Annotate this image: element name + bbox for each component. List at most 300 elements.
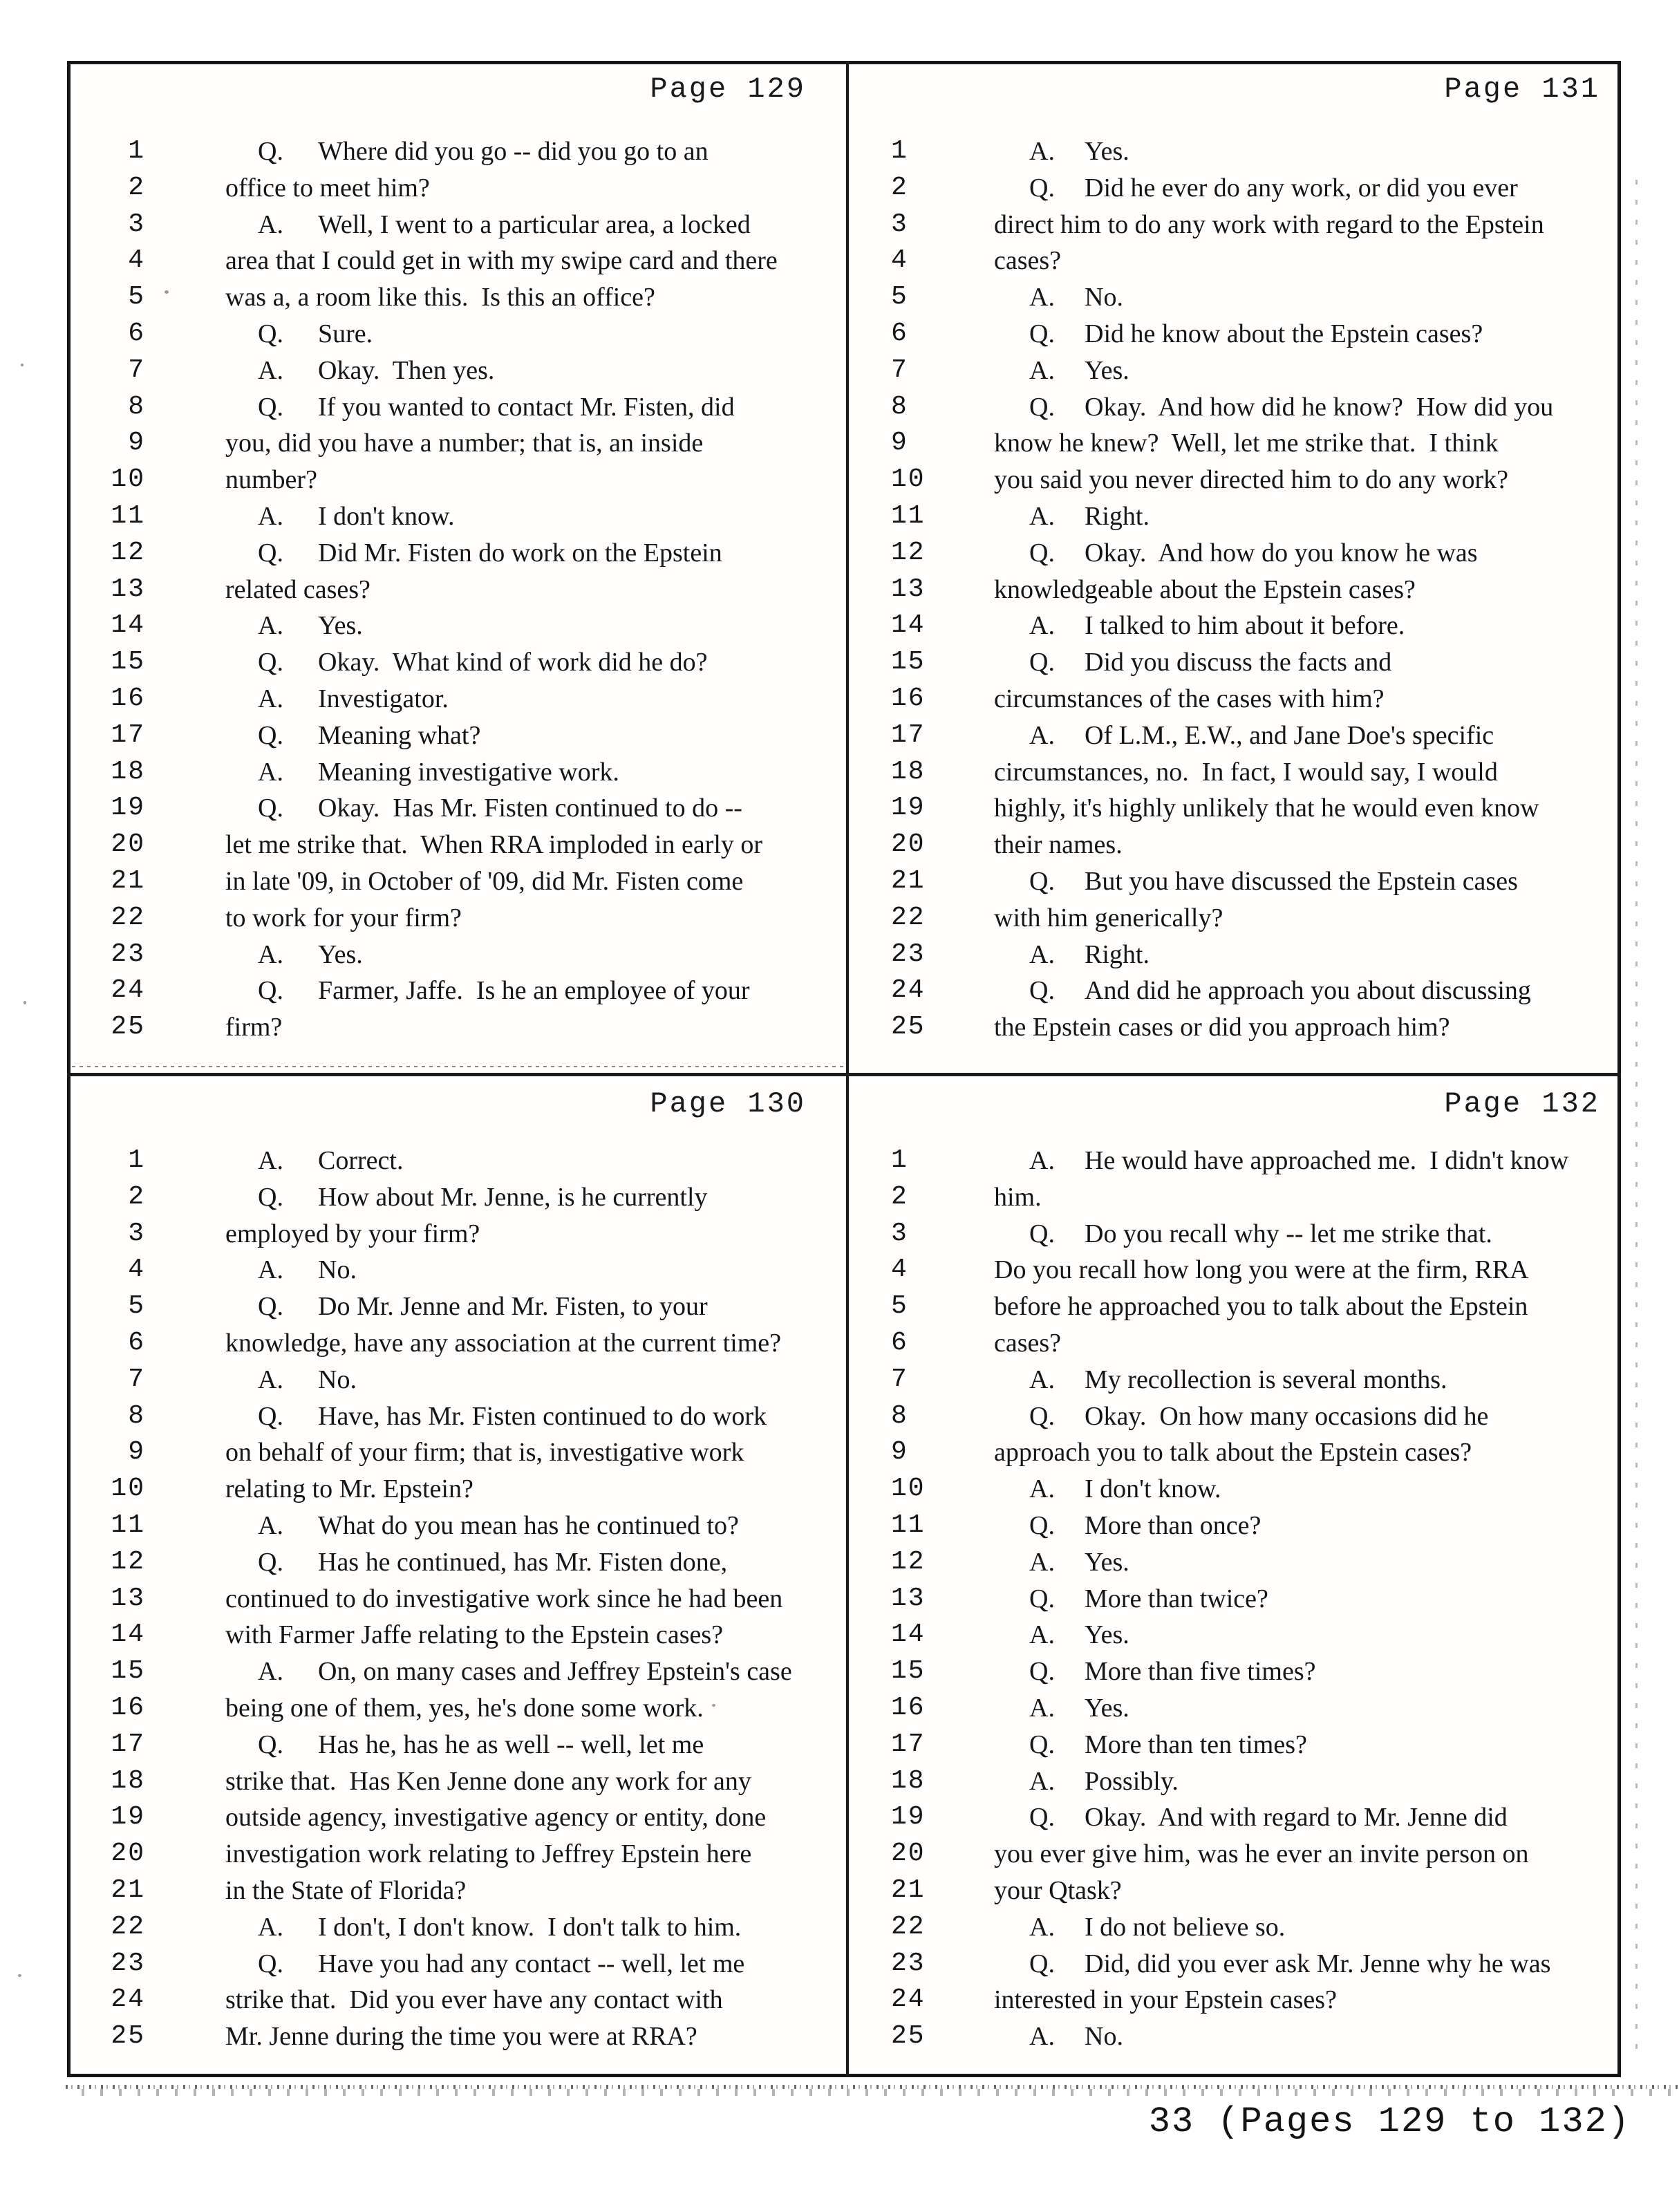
speaker-marker: A.: [258, 1146, 283, 1175]
line-text: your Qtask?: [994, 1875, 1122, 1905]
speaker-marker: Q.: [1029, 866, 1055, 896]
line-text: before he approached you to talk about the Epstein: [994, 1292, 1528, 1322]
speaker-marker: Q.: [1029, 976, 1055, 1006]
line-content: [258, 389, 735, 426]
line-text: cases?: [994, 1328, 1062, 1358]
line-text: But you have discussed the Epstein cases: [1085, 866, 1518, 896]
speaker-marker: A.: [258, 939, 283, 969]
line-text: Have you had any contact -- well, let me: [318, 1949, 745, 1978]
line-text: Do Mr. Jenne and Mr. Fisten, to your: [318, 1292, 708, 1322]
transcript-line: [859, 681, 1620, 718]
transcript-line: [71, 1946, 846, 1983]
line-number: 23: [111, 1948, 145, 1978]
speaker-marker: A.: [258, 355, 283, 385]
speaker-marker: A.: [1029, 939, 1055, 969]
line-content: [258, 353, 494, 389]
line-content: [994, 1325, 1061, 1362]
transcript-line: [859, 1143, 1620, 1179]
transcript-line: [859, 462, 1620, 498]
speaker-marker: A.: [258, 684, 283, 713]
line-text: I don't know.: [318, 501, 455, 531]
line-text: Right.: [1085, 501, 1150, 531]
line-number: 14: [891, 610, 926, 641]
line-content: [258, 608, 363, 644]
line-text: on behalf of your firm; that is, investigative work: [225, 1438, 744, 1468]
transcript-line: [859, 1763, 1620, 1800]
transcript-line: [859, 1873, 1620, 1909]
line-text: Do you recall how long you were at the firm, RRA: [994, 1255, 1529, 1285]
transcript-line: [71, 681, 846, 718]
line-content: [225, 1471, 473, 1508]
speaker-marker: A.: [1029, 1766, 1055, 1796]
speaker-marker: Q.: [1029, 392, 1055, 422]
row-divider-line: [67, 1073, 1621, 1076]
line-number: 15: [111, 647, 145, 677]
line-number: 8: [128, 391, 145, 422]
transcript-line: [859, 1909, 1620, 1946]
line-number: 10: [111, 465, 145, 495]
line-text: Investigator.: [318, 684, 449, 713]
line-text: I don't, I don't know. I don't talk to him.: [318, 1912, 742, 1942]
transcript-line: [859, 1581, 1620, 1618]
line-content: [1029, 316, 1483, 353]
line-number: 3: [128, 1218, 145, 1248]
line-content: [258, 681, 449, 718]
transcript-line: [859, 644, 1620, 681]
transcript-line: [71, 1982, 846, 2018]
transcript-lines: [71, 133, 846, 1046]
line-number: 3: [891, 209, 908, 239]
line-text: I do not believe so.: [1085, 1912, 1286, 1942]
speaker-marker: A.: [1029, 355, 1055, 385]
transcript-line: [859, 1799, 1620, 1836]
line-content: [994, 1873, 1122, 1909]
line-text: Okay. On how many occasions did he: [1085, 1401, 1489, 1431]
line-text: Did he ever do any work, or did you ever: [1085, 173, 1518, 203]
transcript-line: [71, 973, 846, 1009]
transcript-line: [859, 1288, 1620, 1325]
line-text: My recollection is several months.: [1085, 1365, 1447, 1394]
transcript-line: [859, 1617, 1620, 1653]
line-number: 25: [891, 1012, 926, 1042]
speaker-marker: A.: [258, 501, 283, 531]
line-content: [994, 1836, 1529, 1873]
line-text: Do you recall why -- let me strike that.: [1085, 1219, 1492, 1248]
line-content: [1029, 1909, 1285, 1946]
line-content: [258, 644, 708, 681]
line-content: [258, 1544, 727, 1581]
line-content: [1029, 937, 1150, 973]
line-content: [225, 1763, 751, 1800]
line-text: you ever give him, was he ever an invite person on: [994, 1839, 1529, 1869]
line-number: 13: [111, 1583, 145, 1613]
speaker-marker: A.: [1029, 1547, 1055, 1577]
line-text: He would have approached me. I didn't know: [1085, 1146, 1569, 1175]
line-text: Okay. And with regard to Mr. Jenne did: [1085, 1803, 1508, 1833]
line-content: [994, 827, 1123, 863]
line-content: [994, 1434, 1472, 1471]
line-content: [1029, 1946, 1550, 1983]
line-text: with Farmer Jaffe relating to the Epstein cases?: [225, 1620, 723, 1650]
line-content: [225, 425, 703, 462]
line-number: 10: [111, 1474, 145, 1504]
line-number: 19: [111, 1802, 145, 1833]
line-content: [225, 1836, 751, 1873]
line-number: 2: [128, 172, 145, 203]
speaker-marker: Q.: [1029, 1730, 1055, 1759]
line-text: employed by your firm?: [225, 1219, 480, 1248]
line-text: More than five times?: [1085, 1657, 1316, 1687]
speaker-marker: A.: [1029, 1146, 1055, 1175]
transcript-line: [859, 900, 1620, 937]
line-content: [994, 425, 1499, 462]
transcript-line: [859, 973, 1620, 1009]
line-content: [1029, 1471, 1221, 1508]
transcript-line: [71, 1799, 846, 1836]
transcript-line: [71, 1873, 846, 1909]
transcript-line: [71, 243, 846, 279]
line-number: 1: [891, 136, 908, 166]
line-number: 9: [891, 1437, 908, 1468]
transcript-line: [859, 207, 1620, 243]
line-text: Possibly.: [1085, 1766, 1179, 1796]
line-number: 1: [128, 1145, 145, 1175]
speaker-marker: A.: [258, 209, 283, 239]
line-text: Farmer, Jaffe. Is he an employee of your: [318, 976, 750, 1006]
line-content: [1029, 1690, 1129, 1727]
line-number: 19: [891, 1802, 926, 1833]
line-number: 5: [891, 1291, 908, 1322]
transcript-line: [859, 608, 1620, 644]
transcript-line: [859, 1252, 1620, 1288]
line-number: 13: [891, 574, 926, 604]
speaker-marker: A.: [1029, 1912, 1055, 1942]
line-text: Well, I went to a particular area, a locked: [318, 209, 751, 239]
line-text: Yes.: [1085, 137, 1129, 166]
transcript-line: [859, 170, 1620, 207]
scan-speckle: [165, 290, 169, 294]
line-number: 2: [891, 172, 908, 203]
line-number: 14: [111, 1620, 145, 1650]
transcript-line: [71, 1143, 846, 1179]
transcript-line: [71, 754, 846, 791]
line-number: 3: [128, 209, 145, 239]
line-number: 10: [891, 465, 926, 495]
line-text: Did you discuss the facts and: [1085, 648, 1392, 677]
speaker-marker: Q.: [1029, 1510, 1055, 1540]
transcript-line: [859, 316, 1620, 353]
line-content: [258, 973, 750, 1009]
line-number: 5: [128, 1291, 145, 1322]
line-text: highly, it's highly unlikely that he would even know: [994, 794, 1539, 823]
transcript-line: [859, 498, 1620, 535]
line-content: [258, 498, 455, 535]
transcript-line: [71, 1288, 846, 1325]
line-number: 1: [128, 136, 145, 166]
transcript-line: [859, 1508, 1620, 1544]
transcript-line: [71, 425, 846, 462]
line-text: with him generically?: [994, 903, 1223, 932]
line-text: firm?: [225, 1013, 283, 1042]
line-text: area that I could get in with my swipe card and there: [225, 246, 778, 276]
line-text: outside agency, investigative agency or entity, done: [225, 1803, 767, 1833]
speaker-marker: Q.: [258, 137, 283, 166]
transcript-lines: [859, 133, 1620, 1046]
transcript-line: [71, 133, 846, 170]
line-content: [225, 279, 655, 316]
line-content: [225, 1799, 766, 1836]
line-text: Meaning what?: [318, 720, 481, 750]
line-number: 10: [891, 1474, 926, 1504]
line-content: [225, 863, 743, 900]
speaker-marker: Q.: [1029, 1949, 1055, 1978]
speaker-marker: A.: [258, 1510, 283, 1540]
line-content: [225, 1581, 782, 1618]
transcript-line: [71, 1508, 846, 1544]
speaker-marker: A.: [1029, 283, 1055, 312]
line-text: Has he continued, has Mr. Fisten done,: [318, 1547, 728, 1577]
line-number: 20: [111, 830, 145, 860]
transcript-line: [71, 1581, 846, 1618]
line-text: Sure.: [318, 319, 373, 348]
line-content: [1029, 1216, 1492, 1253]
transcript-line: [859, 863, 1620, 900]
line-number: 11: [891, 500, 926, 531]
line-text: Yes.: [1085, 355, 1129, 385]
speaker-marker: A.: [1029, 1474, 1055, 1504]
speaker-marker: Q.: [258, 1182, 283, 1212]
line-number: 16: [111, 683, 145, 713]
line-content: [258, 133, 709, 170]
line-text: Where did you go -- did you go to an: [318, 137, 709, 166]
line-text: let me strike that. When RRA imploded in early or: [225, 830, 763, 860]
line-content: [258, 1653, 792, 1690]
line-content: [1029, 1544, 1129, 1581]
line-content: [258, 316, 373, 353]
transcript-line: [71, 1009, 846, 1046]
line-content: [1029, 718, 1494, 754]
transcript-line: [71, 1398, 846, 1435]
line-number: 22: [891, 1911, 926, 1942]
line-text: you, did you have a number; that is, an inside: [225, 429, 704, 458]
speaker-marker: Q.: [258, 794, 283, 823]
line-content: [1029, 1398, 1488, 1435]
line-number: 7: [891, 1364, 908, 1394]
transcript-line: [859, 243, 1620, 279]
transcript-line: [71, 1434, 846, 1471]
line-text: strike that. Has Ken Jenne done any work for any: [225, 1766, 751, 1796]
transcript-line: [71, 900, 846, 937]
line-content: [1029, 644, 1391, 681]
line-content: [225, 572, 370, 608]
speaker-marker: A.: [1029, 501, 1055, 531]
line-number: 19: [891, 793, 926, 823]
speaker-marker: A.: [258, 1657, 283, 1687]
line-number: 11: [111, 1510, 145, 1540]
transcript-line: [859, 535, 1620, 572]
line-content: [994, 1179, 1042, 1216]
line-content: [1029, 1727, 1307, 1763]
transcript-line: [859, 1836, 1620, 1873]
line-number: 15: [891, 1656, 926, 1687]
line-content: [225, 1216, 480, 1253]
line-content: [258, 1143, 403, 1179]
line-number: 3: [891, 1218, 908, 1248]
transcript-line: [859, 754, 1620, 791]
line-text: their names.: [994, 830, 1123, 860]
line-number: 18: [111, 756, 145, 787]
transcript-line: [859, 1179, 1620, 1216]
line-text: And did he approach you about discussing: [1085, 976, 1531, 1006]
line-content: [1029, 973, 1531, 1009]
scan-noise-edge: [1635, 180, 1638, 2060]
speaker-marker: Q.: [1029, 538, 1055, 568]
line-content: [1029, 279, 1123, 316]
line-text: No.: [318, 1365, 357, 1394]
column-divider-line: [846, 61, 849, 2077]
transcript-line: [71, 1179, 846, 1216]
line-content: [994, 681, 1385, 718]
transcript-line: [859, 2018, 1620, 2055]
line-text: in late '09, in October of '09, did Mr. Fisten come: [225, 866, 744, 896]
line-content: [1029, 170, 1518, 207]
line-text: More than ten times?: [1085, 1730, 1307, 1759]
transcript-line: [71, 1763, 846, 1800]
transcript-line: [71, 1362, 846, 1398]
line-number: 21: [111, 1875, 145, 1905]
line-text: More than once?: [1085, 1510, 1261, 1540]
line-content: [225, 243, 778, 279]
transcript-line: [71, 1690, 846, 1727]
line-number: 8: [128, 1400, 145, 1431]
line-text: Did he know about the Epstein cases?: [1085, 319, 1483, 348]
line-text: Right.: [1085, 939, 1150, 969]
line-text: number?: [225, 465, 317, 495]
transcript-line: [71, 718, 846, 754]
speaker-marker: A.: [258, 1365, 283, 1394]
transcript-line: [859, 1398, 1620, 1435]
line-text: Okay. What kind of work did he do?: [318, 648, 708, 677]
transcript-line: [71, 2018, 846, 2055]
speaker-marker: Q.: [258, 648, 283, 677]
line-number: 4: [128, 245, 145, 276]
line-number: 22: [111, 902, 145, 932]
line-content: [994, 1288, 1528, 1325]
line-text: knowledgeable about the Epstein cases?: [994, 574, 1416, 604]
line-number: 8: [891, 391, 908, 422]
speaker-marker: A.: [1029, 2022, 1055, 2052]
line-text: knowledge, have any association at the current time?: [225, 1328, 782, 1358]
transcript-line: [71, 1653, 846, 1690]
line-number: 4: [891, 1255, 908, 1285]
speaker-marker: A.: [258, 611, 283, 641]
line-content: [225, 900, 462, 937]
transcript-line: [859, 1434, 1620, 1471]
line-content: [1029, 2018, 1123, 2055]
line-text: office to meet him?: [225, 173, 430, 203]
transcript-line: [71, 207, 846, 243]
speaker-marker: Q.: [258, 720, 283, 750]
line-text: More than twice?: [1085, 1584, 1268, 1613]
transcript-line: [859, 1471, 1620, 1508]
transcript-line: [859, 279, 1620, 316]
line-text: Okay. Then yes.: [318, 355, 495, 385]
line-content: [1029, 498, 1150, 535]
line-content: [225, 1434, 744, 1471]
scan-speckle: [24, 1001, 26, 1004]
scan-speckle: [18, 1974, 21, 1977]
transcript-line: [71, 170, 846, 207]
line-number: 16: [891, 683, 926, 713]
speaker-marker: Q.: [258, 976, 283, 1006]
transcript-lines: [859, 1143, 1620, 2055]
speaker-marker: A.: [258, 1912, 283, 1942]
transcript-line: [71, 1727, 846, 1763]
speaker-marker: A.: [1029, 1365, 1055, 1394]
line-number: 6: [128, 318, 145, 348]
speaker-marker: Q.: [1029, 1584, 1055, 1613]
line-content: [258, 1398, 767, 1435]
transcript-line: [71, 1617, 846, 1653]
line-content: [994, 207, 1544, 243]
line-content: [1029, 1362, 1447, 1398]
speaker-marker: A.: [258, 757, 283, 787]
transcript-line: [859, 790, 1620, 827]
speaker-marker: Q.: [258, 1730, 283, 1759]
transcript-line: [71, 389, 846, 426]
speaker-marker: A.: [1029, 720, 1055, 750]
page-number-label: Page 131: [1444, 73, 1600, 106]
line-content: [994, 572, 1416, 608]
speaker-marker: Q.: [258, 1949, 283, 1978]
transcript-line: [71, 1252, 846, 1288]
line-number: 4: [128, 1255, 145, 1285]
line-number: 20: [111, 1839, 145, 1869]
line-content: [225, 1009, 282, 1046]
scan-speckle: [21, 364, 24, 366]
minipage-129: [71, 64, 846, 1070]
line-number: 15: [891, 647, 926, 677]
transcript-line: [71, 1216, 846, 1253]
line-content: [258, 937, 363, 973]
line-number: 6: [891, 318, 908, 348]
line-number: 14: [111, 610, 145, 641]
line-number: 1: [891, 1145, 908, 1175]
transcript-line: [71, 535, 846, 572]
minipage-131: [859, 64, 1620, 1070]
line-text: continued to do investigative work since he had been: [225, 1584, 783, 1613]
transcript-line: [71, 353, 846, 389]
line-text: Yes.: [318, 611, 363, 641]
speaker-marker: Q.: [258, 319, 283, 348]
line-content: [258, 1727, 704, 1763]
line-number: 23: [111, 939, 145, 969]
line-content: [1029, 133, 1129, 170]
line-text: cases?: [994, 246, 1062, 276]
line-content: [994, 1252, 1529, 1288]
line-text: Did Mr. Fisten do work on the Epstein: [318, 538, 722, 568]
speaker-marker: Q.: [258, 1547, 283, 1577]
line-number: 18: [111, 1765, 145, 1796]
line-content: [1029, 608, 1405, 644]
line-content: [994, 243, 1061, 279]
speaker-marker: Q.: [1029, 648, 1055, 677]
line-content: [1029, 1763, 1179, 1800]
transcript-line: [859, 389, 1620, 426]
transcript-line: [71, 644, 846, 681]
line-number: 17: [891, 1729, 926, 1759]
line-text: relating to Mr. Epstein?: [225, 1474, 473, 1504]
